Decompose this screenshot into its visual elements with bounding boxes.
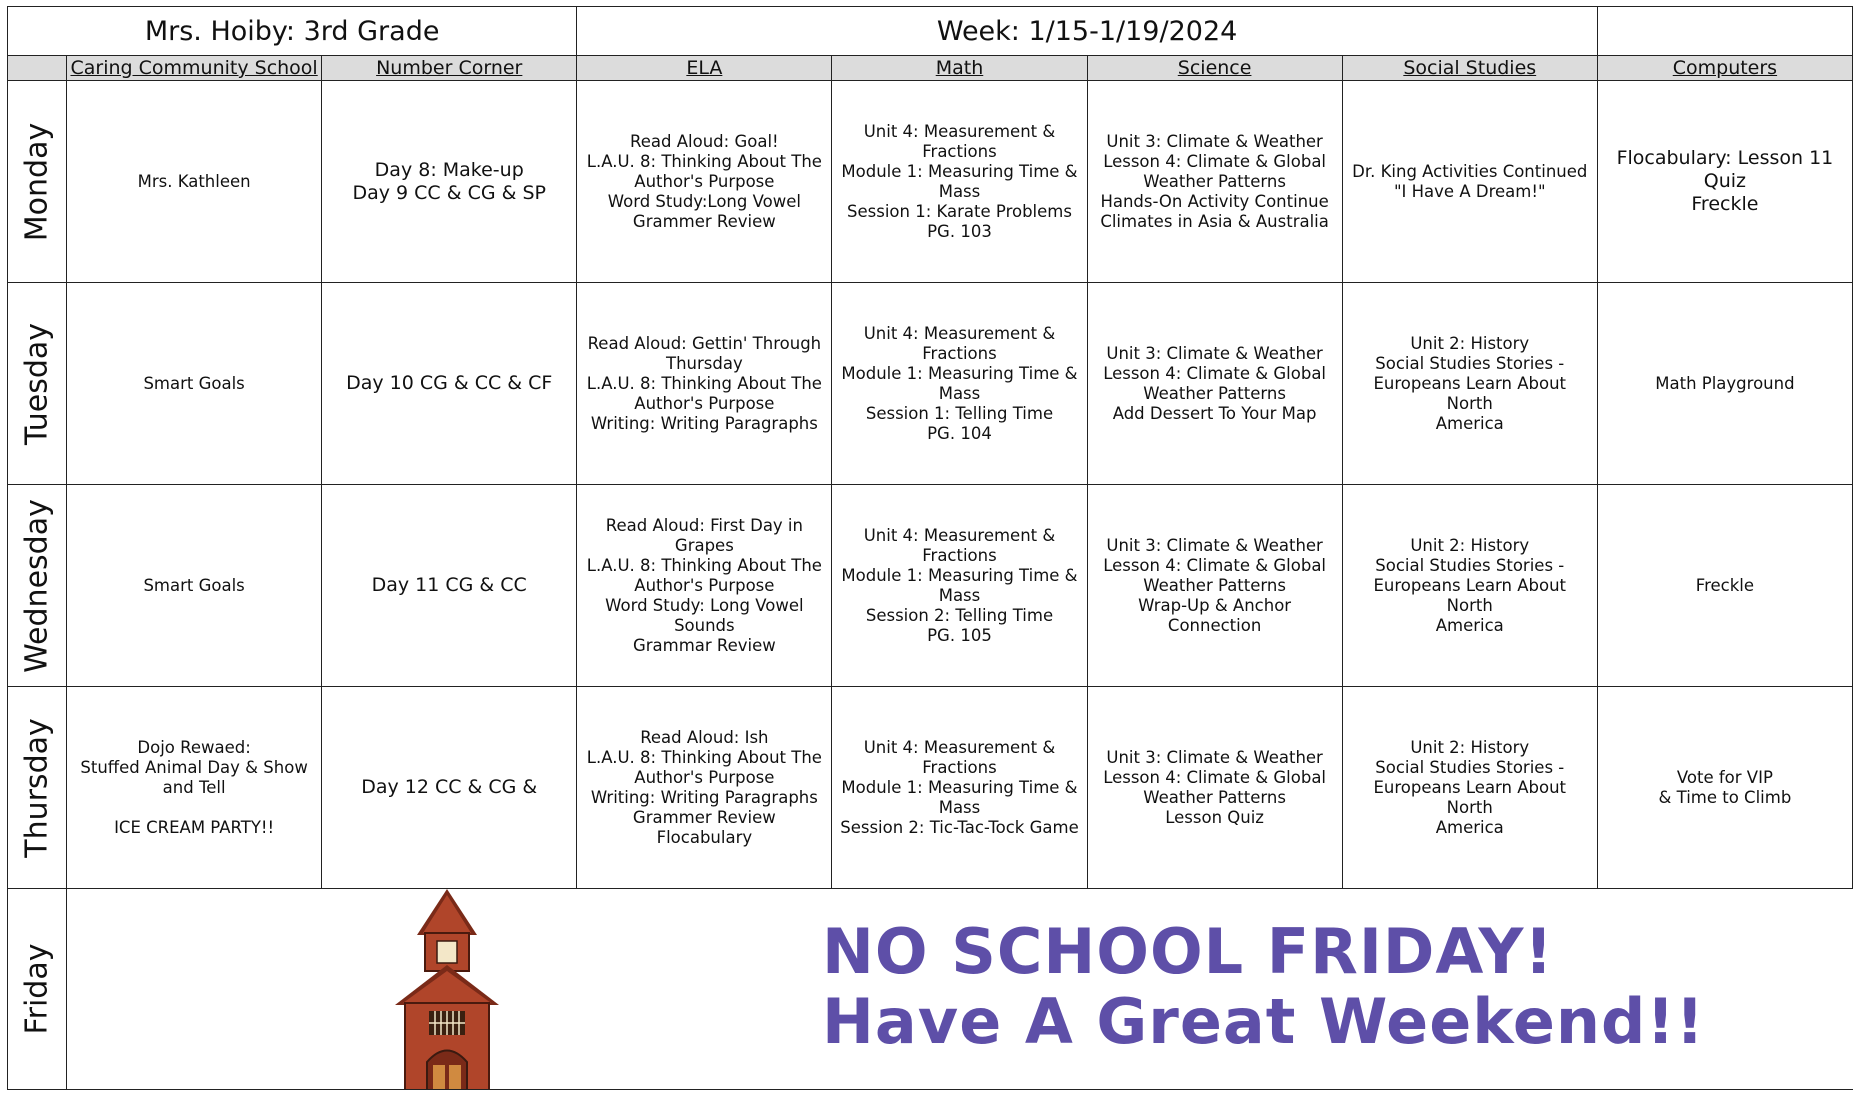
cell-line: Day 12 CC & CG & [361, 776, 538, 798]
cell-line: Unit 2: History [1410, 535, 1530, 555]
cell-line: Unit 4: Measurement & [863, 121, 1056, 141]
cell-line: Day 8: Make-up [374, 158, 524, 181]
cell-line: America [1435, 817, 1504, 837]
cell-line: Author's Purpose [634, 393, 775, 413]
title-blank-cell [1597, 7, 1852, 56]
cell-line: L.A.U. 8: Thinking About The [586, 555, 822, 575]
lesson-plan-table [7, 6, 1853, 1090]
cell-number-corner [322, 687, 577, 889]
cell-line: Smart Goals [143, 575, 245, 595]
cell-line: ICE CREAM PARTY!! [114, 817, 275, 837]
friday-content [67, 889, 1853, 1090]
cell-line: Day 10 CG & CC & CF [346, 372, 553, 394]
title-row [8, 7, 1853, 56]
cell-line: Thursday [665, 353, 743, 373]
cell-line: Lesson 4: Climate & Global [1103, 151, 1327, 171]
day-label-wednesday [8, 485, 67, 687]
day-label-monday [8, 81, 67, 283]
column-header-math: Math [832, 56, 1087, 81]
cell-line: America [1435, 615, 1504, 635]
cell-line: Mass [938, 585, 981, 605]
day-row-monday [8, 81, 1853, 283]
cell-line: Europeans Learn About North [1373, 575, 1567, 615]
cell-social-studies [1342, 81, 1597, 283]
cell-line: Module 1: Measuring Time & [841, 363, 1078, 383]
column-header-computers: Computers [1597, 56, 1852, 81]
cell-line: "I Have A Dream!" [1393, 181, 1546, 201]
cell-line: Unit 3: Climate & Weather [1106, 343, 1323, 363]
cell-line: Session 1: Telling Time [865, 403, 1054, 423]
day-label-friday [8, 889, 67, 1090]
day-row-thursday [8, 687, 1853, 889]
cell-math [832, 485, 1087, 687]
cell-line: Freckle [1695, 575, 1755, 595]
cell-science [1087, 81, 1342, 283]
cell-line: Weather Patterns [1143, 787, 1286, 807]
cell-social-studies [1342, 687, 1597, 889]
column-header-social-studies: Social Studies [1342, 56, 1597, 81]
cell-line: Lesson Quiz [1165, 807, 1264, 827]
cell-line: Unit 2: History [1410, 737, 1530, 757]
weekend-line: Have A Great Weekend!! [822, 985, 1705, 1058]
cell-line: Flocabulary: Lesson 11 [1616, 147, 1834, 169]
cell-line: Fractions [922, 545, 997, 565]
cell-computers [1597, 485, 1852, 687]
cell-line: Read Aloud: Gettin' Through [587, 333, 822, 353]
column-header-number-corner: Number Corner [322, 56, 577, 81]
cell-math [832, 81, 1087, 283]
day-row-wednesday [8, 485, 1853, 687]
day-label-tuesday [8, 283, 67, 485]
cell-line: Mass [938, 181, 981, 201]
header-corner-cell [8, 56, 67, 81]
day-name: Monday [19, 122, 55, 241]
cell-line: & Time to Climb [1658, 787, 1792, 807]
cell-line: Unit 3: Climate & Weather [1106, 131, 1323, 151]
column-header-caring-community: Caring Community School [67, 56, 322, 81]
cell-line [73, 798, 315, 818]
cell-line: Math Playground [1655, 373, 1795, 393]
cell-line: Session 2: Telling Time [865, 605, 1054, 625]
cell-line: Unit 3: Climate & Weather [1106, 747, 1323, 767]
week-title: Week: 1/15-1/19/2024 [577, 7, 1598, 56]
cell-line: America [1435, 413, 1504, 433]
cell-line: Sounds [674, 615, 735, 635]
cell-line: L.A.U. 8: Thinking About The [586, 747, 822, 767]
cell-line: Unit 4: Measurement & [863, 525, 1056, 545]
cell-line: Stuffed Animal Day & Show [80, 757, 308, 777]
cell-social-studies [1342, 485, 1597, 687]
cell-line: Grapes [674, 535, 734, 555]
cell-line: L.A.U. 8: Thinking About The [586, 151, 822, 171]
cell-line: Session 1: Karate Problems [847, 201, 1072, 221]
cell-science [1087, 485, 1342, 687]
cell-line: Weather Patterns [1143, 171, 1286, 191]
cell-math [832, 283, 1087, 485]
cell-line: Climates in Asia & Australia [1100, 211, 1329, 231]
teacher-title: Mrs. Hoiby: 3rd Grade [8, 7, 577, 56]
schoolhouse-image [387, 889, 507, 1090]
cell-line: Lesson 4: Climate & Global [1103, 555, 1327, 575]
cell-line: Unit 2: History [1410, 333, 1530, 353]
day-name: Friday [19, 943, 55, 1035]
cell-line: Module 1: Measuring Time & [841, 565, 1078, 585]
cell-computers [1597, 687, 1852, 889]
cell-line: Session 2: Tic-Tac-Tock Game [840, 817, 1079, 837]
cell-caring-community [67, 485, 322, 687]
cell-social-studies [1342, 283, 1597, 485]
cell-line: Day 11 CG & CC [371, 574, 527, 596]
cell-line: Hands-On Activity Continue [1100, 191, 1329, 211]
cell-line: Unit 3: Climate & Weather [1106, 535, 1323, 555]
cell-line: Fractions [922, 343, 997, 363]
cell-line: Module 1: Measuring Time & [841, 777, 1078, 797]
cell-line: Social Studies Stories - [1375, 353, 1565, 373]
cell-line: Mass [938, 797, 981, 817]
day-name: Wednesday [19, 498, 55, 673]
cell-line: Word Study:Long Vowel [607, 191, 801, 211]
cell-line: Read Aloud: Ish [640, 727, 769, 747]
cell-number-corner [322, 283, 577, 485]
cell-number-corner [322, 81, 577, 283]
cell-line: Author's Purpose [634, 767, 775, 787]
cell-line: Flocabulary [656, 827, 753, 847]
friday-row [8, 889, 1853, 1090]
cell-line: Mass [938, 383, 981, 403]
cell-line: Wrap-Up & Anchor Connection [1138, 595, 1292, 635]
cell-line: Read Aloud: First Day in [605, 515, 803, 535]
cell-line: Unit 4: Measurement & [863, 323, 1056, 343]
no-school-message [822, 917, 1705, 1057]
day-name: Thursday [19, 717, 55, 858]
cell-line: Writing: Writing Paragraphs [590, 787, 818, 807]
cell-computers [1597, 81, 1852, 283]
cell-line: Europeans Learn About North [1373, 373, 1567, 413]
cell-line: Vote for VIP [1676, 767, 1773, 787]
cell-line: Quiz [1703, 170, 1747, 192]
cell-line: Author's Purpose [634, 171, 775, 191]
cell-line: PG. 104 [927, 423, 992, 443]
cell-caring-community [67, 687, 322, 889]
cell-line: Weather Patterns [1143, 575, 1286, 595]
cell-ela [577, 485, 832, 687]
day-label-thursday [8, 687, 67, 889]
cell-line: Writing: Writing Paragraphs [590, 413, 818, 433]
cell-ela [577, 687, 832, 889]
cell-ela [577, 283, 832, 485]
cell-line: Lesson 4: Climate & Global [1103, 767, 1327, 787]
no-school-line: NO SCHOOL FRIDAY! [822, 915, 1554, 988]
cell-line: Freckle [1691, 193, 1759, 215]
cell-line: Dr. King Activities Continued [1352, 161, 1588, 181]
cell-science [1087, 283, 1342, 485]
cell-line: Social Studies Stories - [1375, 555, 1565, 575]
cell-line: Grammer Review [632, 211, 776, 231]
cell-ela [577, 81, 832, 283]
cell-line: Dojo Rewaed: [137, 737, 251, 757]
cell-computers [1597, 283, 1852, 485]
column-header-science: Science [1087, 56, 1342, 81]
cell-line: Fractions [922, 757, 997, 777]
cell-line: Author's Purpose [634, 575, 775, 595]
cell-line: Module 1: Measuring Time & [841, 161, 1078, 181]
cell-line: Unit 4: Measurement & [863, 737, 1056, 757]
cell-line: PG. 103 [927, 221, 992, 241]
cell-line: Smart Goals [143, 373, 245, 393]
day-name: Tuesday [19, 322, 55, 445]
cell-line: Fractions [922, 141, 997, 161]
subject-header-row [8, 56, 1853, 81]
cell-line: Day 9 CC & CG & SP [352, 181, 546, 204]
cell-line: Mrs. Kathleen [137, 171, 251, 191]
cell-caring-community [67, 81, 322, 283]
cell-line: Lesson 4: Climate & Global [1103, 363, 1327, 383]
column-header-ela: ELA [577, 56, 832, 81]
cell-caring-community [67, 283, 322, 485]
cell-line: Read Aloud: Goal! [630, 131, 779, 151]
cell-line: and Tell [162, 777, 226, 797]
day-row-tuesday [8, 283, 1853, 485]
cell-math [832, 687, 1087, 889]
cell-line: Add Dessert To Your Map [1112, 403, 1317, 423]
cell-line: Grammer Review [632, 807, 776, 827]
cell-line: Europeans Learn About North [1373, 777, 1567, 817]
cell-science [1087, 687, 1342, 889]
cell-line: Weather Patterns [1143, 383, 1286, 403]
cell-line: PG. 105 [927, 625, 992, 645]
cell-number-corner [322, 485, 577, 687]
cell-line: L.A.U. 8: Thinking About The [586, 373, 822, 393]
cell-line: Social Studies Stories - [1375, 757, 1565, 777]
cell-line: Grammar Review [632, 635, 776, 655]
cell-line: Word Study: Long Vowel [605, 595, 804, 615]
